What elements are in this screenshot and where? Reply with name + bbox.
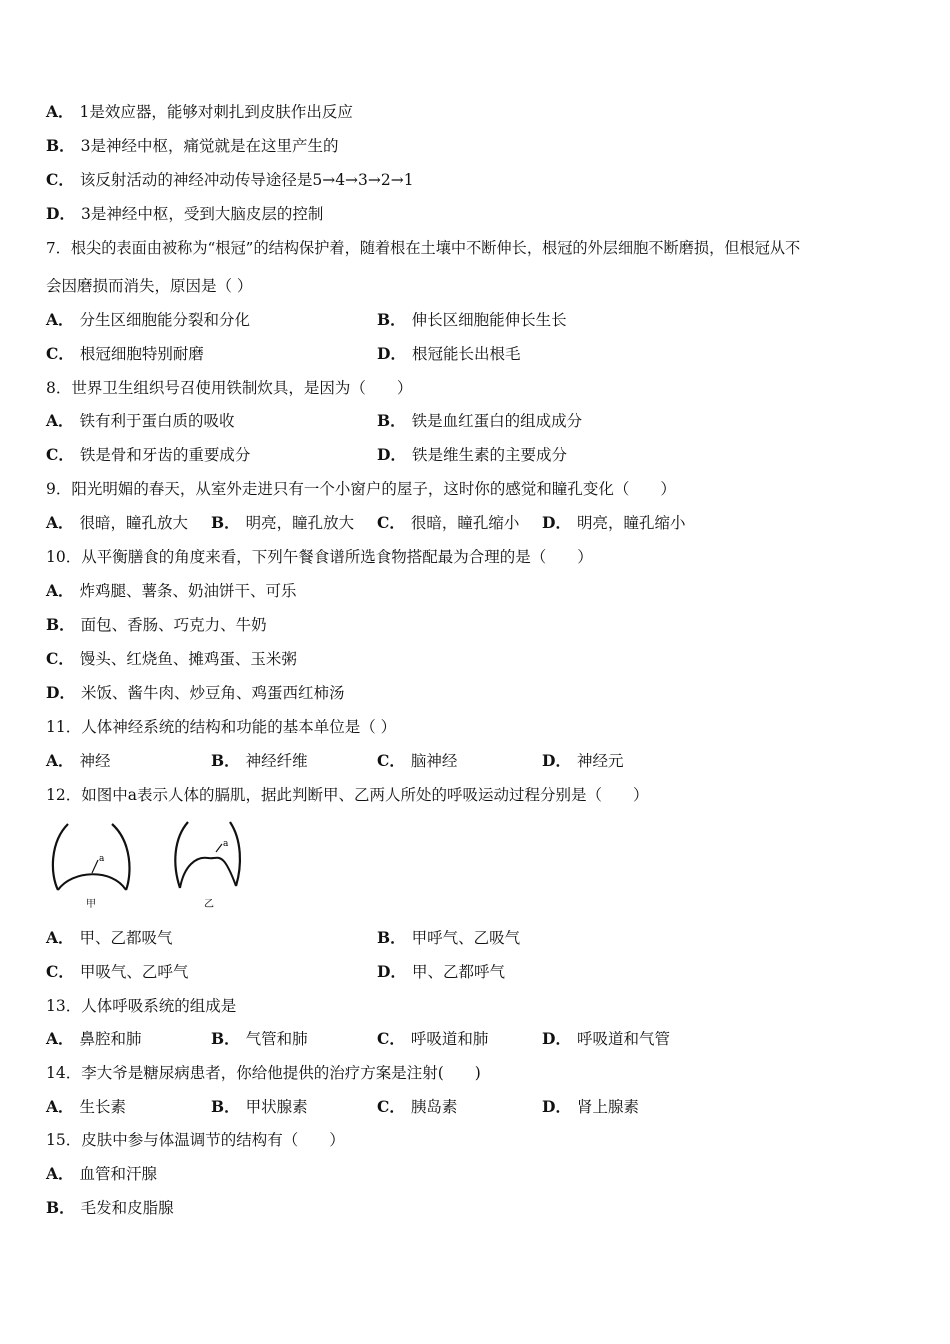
q12-option-b: B． 甲呼气、乙吸气 <box>377 928 521 947</box>
q12-stem: 12．如图中a表示人体的膈肌，据此判断甲、乙两人所处的呼吸运动过程分别是（ ） <box>46 786 649 804</box>
q14-stem: 14．李大爷是糖尿病患者，你给他提供的治疗方案是注射( ) <box>46 1064 481 1082</box>
q14-option-a: A． 生长素 <box>46 1097 127 1116</box>
figure-yi <box>175 822 240 910</box>
q12-option-d: D． 甲、乙都呼气 <box>377 962 505 981</box>
q11-option-c: C． 脑神经 <box>377 751 458 770</box>
q11-stem: 11．人体神经系统的结构和功能的基本单位是（ ） <box>46 718 397 736</box>
q12-option-c: C． 甲吸气、乙呼气 <box>46 962 189 981</box>
q11-option-a: A． 神经 <box>46 751 111 770</box>
q8-stem: 8．世界卫生组织号召使用铁制炊具，是因为（ ） <box>46 379 413 397</box>
q7-option-d: D． 根冠能长出根毛 <box>377 344 521 363</box>
yi-label-a: a <box>223 839 229 849</box>
jia-diaphragm <box>58 874 126 890</box>
q15-option-b: B． 毛发和皮脂腺 <box>46 1198 174 1217</box>
q11-option-b: B． 神经纤维 <box>211 751 308 770</box>
jia-pointer-line <box>92 860 98 873</box>
q15-stem: 15．皮肤中参与体温调节的结构有（ ） <box>46 1131 345 1149</box>
figure-jia <box>53 824 130 910</box>
diaphragm-figure <box>46 816 246 912</box>
q7-option-c: C． 根冠细胞特别耐磨 <box>46 344 204 363</box>
q12-option-a: A． 甲、乙都吸气 <box>46 928 173 947</box>
q14-option-c: C． 胰岛素 <box>377 1097 458 1116</box>
q7-option-b: B． 伸长区细胞能伸长生长 <box>377 310 567 329</box>
q10-option-a: A． 炸鸡腿、薯条、奶油饼干、可乐 <box>46 581 297 600</box>
q7-option-a: A． 分生区细胞能分裂和分化 <box>46 310 251 329</box>
q8-option-a: A． 铁有利于蛋白质的吸收 <box>46 411 235 430</box>
q6-option-c: C． 该反射活动的神经冲动传导途径是5→4→3→2→1 <box>46 170 414 189</box>
q10-option-c: C． 馒头、红烧鱼、摊鸡蛋、玉米粥 <box>46 649 297 668</box>
q11-option-d: D． 神经元 <box>542 751 624 770</box>
q13-stem: 13．人体呼吸系统的组成是 <box>46 997 237 1015</box>
q15-option-a: A． 血管和汗腺 <box>46 1164 158 1183</box>
q14-option-b: B． 甲状腺素 <box>211 1097 308 1116</box>
jia-chest-left <box>53 824 68 890</box>
yi-pointer-line <box>216 844 222 852</box>
q9-option-b: B． 明亮，瞳孔放大 <box>211 513 355 532</box>
q9-stem: 9．阳光明媚的春天，从室外走进只有一个小窗户的屋子，这时你的感觉和瞳孔变化（ ） <box>46 480 676 498</box>
q10-option-d: D． 米饭、酱牛肉、炒豆角、鸡蛋西红柿汤 <box>46 683 345 702</box>
q13-option-a: A． 鼻腔和肺 <box>46 1029 142 1048</box>
q13-option-b: B． 气管和肺 <box>211 1029 308 1048</box>
q8-option-c: C． 铁是骨和牙齿的重要成分 <box>46 445 251 464</box>
q9-option-a: A． 很暗，瞳孔放大 <box>46 513 189 532</box>
q9-option-d: D． 明亮，瞳孔缩小 <box>542 513 686 532</box>
q7-stem-line1: 7．根尖的表面由被称为“根冠”的结构保护着，随着根在土壤中不断伸长，根冠的外层细胞不断磨损，但根冠从不 <box>46 239 801 257</box>
jia-label-a: a <box>99 854 105 864</box>
q9-option-c: C． 很暗，瞳孔缩小 <box>377 513 520 532</box>
q6-option-b: B． 3是神经中枢，痛觉就是在这里产生的 <box>46 136 339 155</box>
q14-option-d: D． 肾上腺素 <box>542 1097 639 1116</box>
q13-option-d: D． 呼吸道和气管 <box>542 1029 670 1048</box>
q6-option-a: A． 1是效应器，能够对刺扎到皮肤作出反应 <box>46 102 353 121</box>
jia-label: 甲 <box>86 899 96 910</box>
yi-label: 乙 <box>204 899 214 910</box>
q10-stem: 10．从平衡膳食的角度来看，下列午餐食谱所选食物搭配最为合理的是（ ） <box>46 548 593 566</box>
yi-diaphragm <box>180 858 236 888</box>
q13-option-c: C． 呼吸道和肺 <box>377 1029 489 1048</box>
q7-stem-line2: 会因磨损而消失，原因是（ ） <box>46 277 253 295</box>
q6-option-d: D． 3是神经中枢，受到大脑皮层的控制 <box>46 204 324 223</box>
q10-option-b: B． 面包、香肠、巧克力、牛奶 <box>46 615 267 634</box>
q8-option-b: B． 铁是血红蛋白的组成成分 <box>377 411 583 430</box>
q8-option-d: D． 铁是维生素的主要成分 <box>377 445 567 464</box>
